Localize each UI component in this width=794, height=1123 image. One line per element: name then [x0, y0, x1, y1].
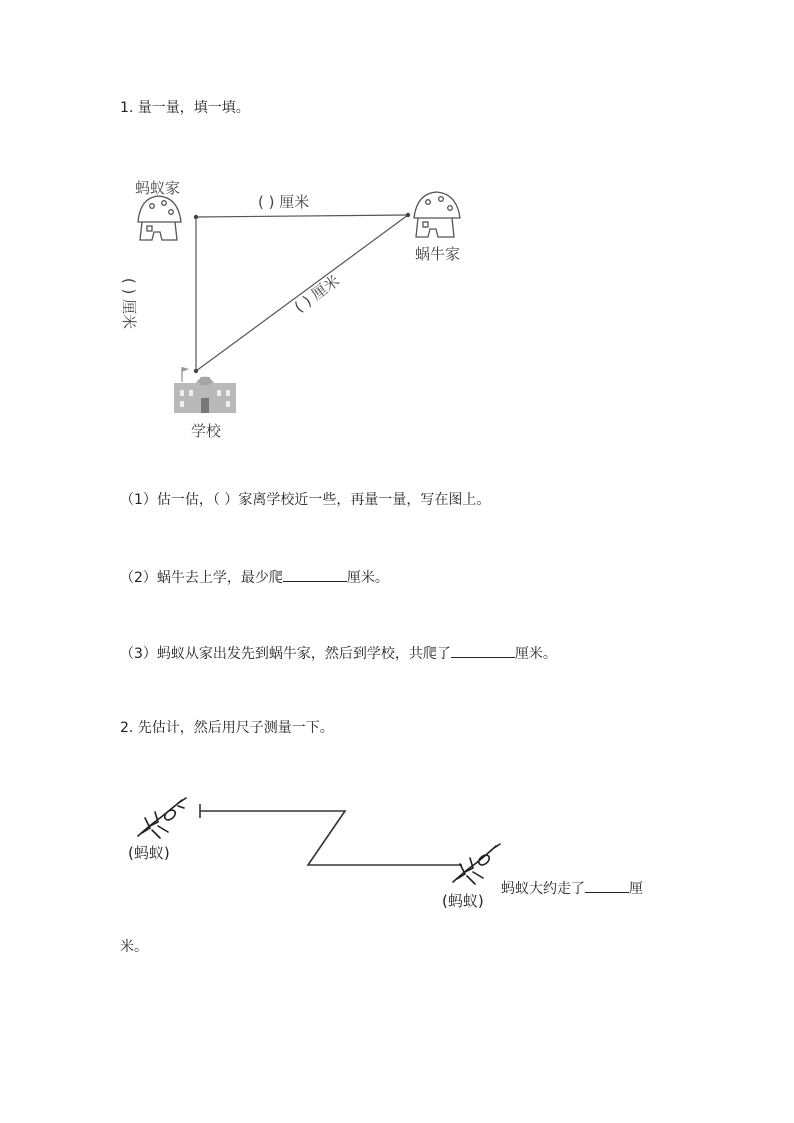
ant-icon-2	[453, 844, 500, 884]
q1-sub1: （1）估一估，（ ）家离学校近一些，再量一量，写在图上。	[120, 492, 491, 508]
ant-label-1: (蚂蚁)	[128, 844, 170, 862]
q2-answer-unit-a: 厘	[629, 881, 643, 897]
q1-sub2	[120, 567, 389, 587]
answer-blank-q2[interactable]	[585, 878, 629, 893]
q1-sub3-unit: 厘米。	[514, 646, 557, 662]
top-side-label: ( ) 厘米	[258, 193, 310, 211]
ant-path	[200, 804, 462, 865]
top-side-line	[196, 215, 408, 217]
q2-answer-text: 蚂蚁大约走了	[501, 881, 585, 897]
q1-sub2-unit: 厘米。	[346, 570, 389, 586]
ant-icon	[138, 798, 186, 838]
left-side-label: ( ) 厘米	[120, 277, 139, 330]
hyp-side-label: ( ) 厘米	[290, 271, 343, 317]
q1-sub2-text: （2）蜗牛去上学，最少爬	[120, 570, 283, 586]
q2-answer-unit-b: 米。	[120, 939, 148, 955]
answer-blank-3[interactable]	[451, 643, 515, 658]
school-icon	[174, 367, 236, 413]
q1-sub3	[120, 643, 557, 663]
q1-sub3-text: （3）蚂蚁从家出发先到蜗牛家，然后到学校，共爬了	[120, 646, 451, 662]
school-label: 学校	[191, 422, 222, 440]
ant-home-icon	[138, 196, 181, 240]
ant-label-2: (蚂蚁)	[442, 892, 484, 910]
answer-blank-2[interactable]	[283, 567, 347, 582]
snail-home-label: 蜗牛家	[415, 245, 461, 263]
snail-home-icon	[414, 192, 460, 237]
q1-title: 1. 量一量，填一填。	[120, 100, 250, 116]
q2-title: 2. 先估计，然后用尺子测量一下。	[120, 720, 334, 736]
ant-home-label: 蚂蚁家	[135, 179, 181, 197]
q2-answer	[501, 878, 643, 898]
